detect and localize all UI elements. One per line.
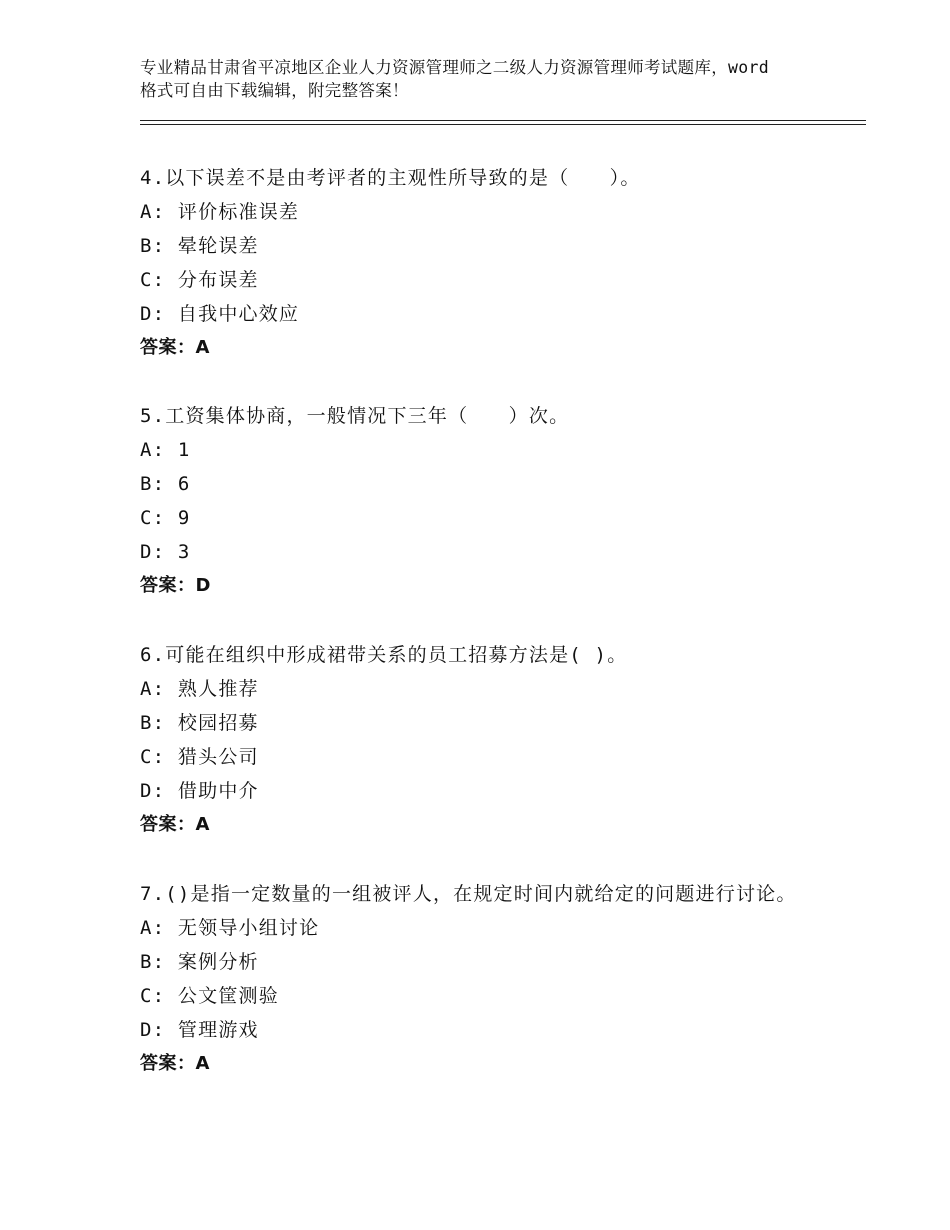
header-divider (140, 120, 866, 125)
question-7 (140, 877, 810, 1081)
question-stem: 5.工资集体协商，一般情况下三年（ ）次。 (140, 405, 570, 427)
option-d: D: 3 (140, 541, 191, 563)
option-c: C: 猎头公司 (140, 746, 259, 768)
option-d: D: 借助中介 (140, 780, 259, 802)
question-5 (140, 399, 820, 603)
question-4 (140, 161, 820, 365)
answer: 答案：A (140, 814, 210, 835)
answer: 答案：A (140, 337, 210, 358)
document-header (140, 56, 780, 102)
document-title: 专业精品甘肃省平凉地区企业人力资源管理师之二级人力资源管理师考试题库，word格式可自由下载编辑，附完整答案！ (140, 58, 769, 100)
answer: 答案：A (140, 1053, 210, 1074)
option-d: D: 管理游戏 (140, 1019, 259, 1041)
option-a: A: 评价标准误差 (140, 201, 300, 223)
option-b: B: 6 (140, 473, 191, 495)
option-c: C: 公文筐测验 (140, 985, 279, 1007)
option-a: A: 无领导小组讨论 (140, 917, 320, 939)
option-c: C: 分布误差 (140, 269, 259, 291)
option-a: A: 熟人推荐 (140, 678, 259, 700)
question-6 (140, 638, 820, 842)
option-c: C: 9 (140, 507, 191, 529)
option-b: B: 案例分析 (140, 951, 259, 973)
answer: 答案：D (140, 575, 211, 596)
option-b: B: 校园招募 (140, 712, 259, 734)
option-d: D: 自我中心效应 (140, 303, 300, 325)
question-stem: 4.以下误差不是由考评者的主观性所导致的是（ ）。 (140, 167, 641, 189)
option-a: A: 1 (140, 439, 191, 461)
question-stem: 6.可能在组织中形成裙带关系的员工招募方法是( )。 (140, 644, 628, 666)
option-b: B: 晕轮误差 (140, 235, 259, 257)
question-stem: 7.()是指一定数量的一组被评人，在规定时间内就给定的问题进行讨论。 (140, 883, 797, 905)
